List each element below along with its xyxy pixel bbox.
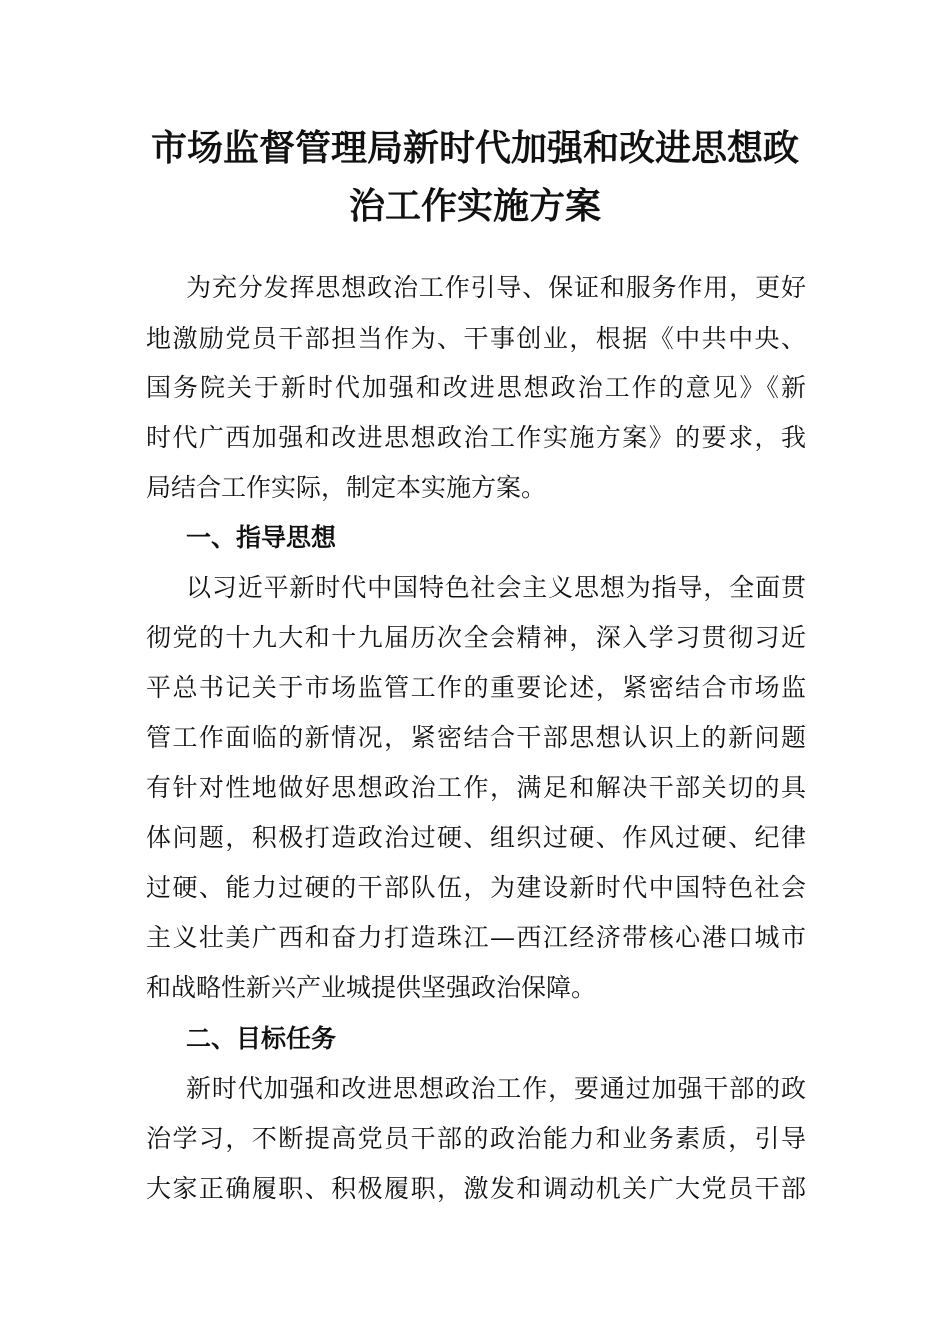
section1-line: 平总书记关于市场监管工作的重要论述，紧密结合市场监 bbox=[146, 673, 806, 702]
section2-line: 新时代加强和改进思想政治工作，要通过加强干部的政 bbox=[186, 1074, 806, 1103]
intro-line: 国务院关于新时代加强和改进思想政治工作的意见》《新 bbox=[146, 373, 806, 402]
section1-line: 彻党的十九大和十九届历次全会精神，深入学习贯彻习近 bbox=[146, 623, 806, 652]
section1-line: 过硬、能力过硬的干部队伍，为建设新时代中国特色社会 bbox=[146, 873, 806, 902]
document-title-line-1: 市场监督管理局新时代加强和改进思想政 bbox=[150, 127, 799, 169]
section1-line: 有针对性地做好思想政治工作，满足和解决干部关切的具 bbox=[146, 773, 806, 802]
intro-line: 为充分发挥思想政治工作引导、保证和服务作用，更好 bbox=[186, 273, 806, 302]
section1-line: 和战略性新兴产业城提供坚强政治保障。 bbox=[146, 973, 597, 1002]
section1-line: 主义壮美广西和奋力打造珠江—西江经济带核心港口城市 bbox=[146, 923, 806, 952]
section1-line: 以习近平新时代中国特色社会主义思想为指导，全面贯 bbox=[186, 573, 806, 602]
section1-line: 体问题，积极打造政治过硬、组织过硬、作风过硬、纪律 bbox=[146, 823, 806, 852]
section1-line: 管工作面临的新情况，紧密结合干部思想认识上的新问题 bbox=[146, 723, 806, 752]
intro-line: 地激励党员干部担当作为、干事创业，根据《中共中央、 bbox=[146, 324, 806, 353]
section2-line: 大家正确履职、积极履职，激发和调动机关广大党员干部 bbox=[146, 1174, 806, 1203]
section-heading-objectives: 二、目标任务 bbox=[186, 1024, 337, 1053]
intro-line: 时代广西加强和改进思想政治工作实施方案》的要求，我 bbox=[146, 423, 806, 452]
intro-line: 局结合工作实际，制定本实施方案。 bbox=[146, 473, 547, 502]
document-title-line-2: 治工作实施方案 bbox=[348, 185, 601, 227]
section2-line: 治学习，不断提高党员干部的政治能力和业务素质，引导 bbox=[146, 1124, 806, 1153]
section-heading-guiding-ideology: 一、指导思想 bbox=[186, 523, 337, 552]
